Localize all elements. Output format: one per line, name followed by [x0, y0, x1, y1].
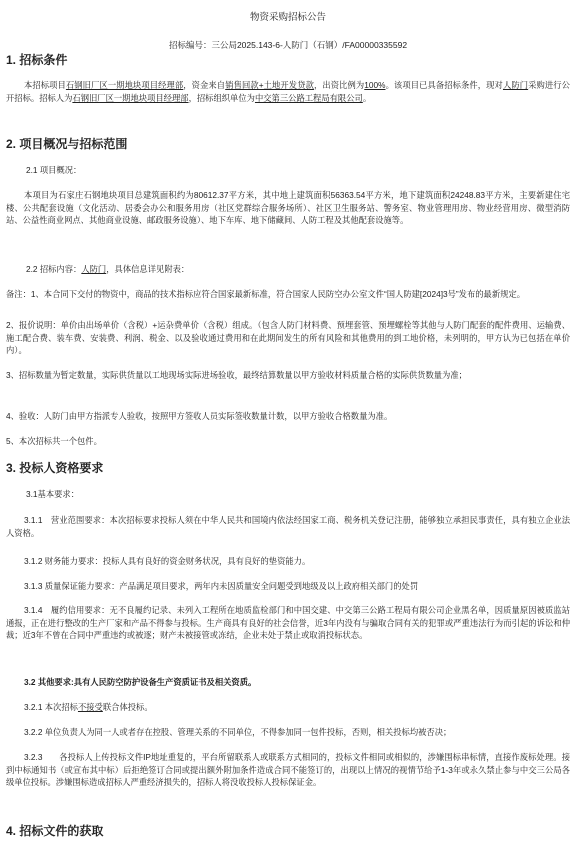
document-title: 物资采购招标公告	[249, 12, 326, 23]
requirement-3-1-3: 3.1.3 质量保证能力要求：产品满足项目要求，两年内未因质量安全问题受到地级及以上政府相关部门的处罚	[24, 581, 419, 591]
requirement-3-2-1: 3.2.1 本次招标不接受联合体投标。	[24, 702, 153, 712]
note-5: 5、本次招标共一个包件。	[6, 436, 102, 446]
section-4-heading: 4. 招标文件的获取	[6, 824, 104, 838]
section-1-paragraph: 本招标项目石钢旧厂区一期地块项目经理部，资金来自销售回款+土地开发贷款，出资比例为100%。该项目已具备招标条件，现对人防门采购进行公开招标。招标人为石钢旧厂区一期地块项目经理部，招标组织单位为中交第三公路工程局有限公司。	[6, 80, 570, 103]
requirement-3-2-2: 3.2.2 单位负责人为同一人或者存在控股、管理关系的不同单位，不得参加同一包件投标，否则，相关投标均被否决；	[24, 727, 452, 737]
requirement-3-2: 3.2 其他要求:具有人民防空防护设备生产资质证书及相关资质。	[24, 677, 257, 687]
requirement-3-1-4: 3.1.4 履约信用要求：无不良履约记录、未列入工程所在地质监检部门和中国交建、中交第三公路工程局有限公司企业黑名单，因质量原因被质监站通报，正在进行整改的生产厂家和产品不得参与投标。生产商具有良好的社会信誉，近3年内没有与骗取合同有关的犯罪或严重违法行为而引起的诉讼和仲裁；近3年不曾在合同中严重违约或被逐；财产未被接管或冻结，企业未处于禁止或取消投标状态。	[6, 605, 570, 641]
note-2: 2、报价说明：单价由出场单价（含税）+运杂费单价（含税）组成。（包含人防门材料费、预埋套管、预埋螺栓等其他与人防门配套的配件费用、运输费、施工配合费、装车费、安装费、利润、税金、以及验收通过费用和在此期间发生的所有风险和其他费用的到工地价格，未列明的，甲方认为已包括在单价内）。	[6, 320, 570, 356]
requirement-3-1-2: 3.1.2 财务能力要求：投标人具有良好的资金财务状况，具有良好的垫资能力。	[24, 556, 311, 566]
note-3: 3、招标数量为暂定数量，实际供货量以工地现场实际进场验收，最终结算数量以甲方验收材料质量合格的实际供货数量为准；	[6, 370, 467, 380]
requirement-3-1-1: 3.1.1 营业范围要求：本次招标要求投标人须在中华人民共和国境内依法经国家工商、税务机关登记注册，能够独立承担民事责任，具有独立企业法人资格。	[6, 515, 570, 538]
section-1-heading: 1. 招标条件	[6, 53, 68, 67]
note-4: 4、验收：人防门由甲方指派专人验收，按照甲方签收人员实际签收数量计数，以甲方验收合格数量为准。	[6, 411, 393, 421]
section-3-1-label: 3.1基本要求：	[26, 489, 80, 499]
tender-number-label: 招标编号：	[168, 40, 212, 50]
tender-number	[6, 39, 570, 52]
project-overview: 本项目为石家庄石钢地块项目总建筑面积约为80612.37平方米，其中地上建筑面积56363.54平方米，地下建筑面积24248.83平方米，主要新建住宅楼、公共配套设施（文化活动、居委会办公和服务用房（社区党群综合服务场所）、社区卫生服务站、警务室、物业管理用房、物业经营用房、微型消防站、公益性商业网点、其他商业设施、邮政服务设施）、地下车库、地下储藏间、人防工程及其他配套设施等。	[6, 190, 570, 226]
section-2-heading: 2. 项目概况与招标范围	[6, 137, 128, 151]
section-2-2-label: 2.2 招标内容：人防门，具体信息详见附表：	[26, 264, 190, 274]
note-1: 备注：1、本合同下交付的物资中，商品的技术指标应符合国家最新标准，符合国家人民防空办公室文件“国人防建[2024]3号”发布的最新规定。	[6, 289, 526, 299]
section-3-heading: 3. 投标人资格要求	[6, 461, 104, 475]
section-2-1-label: 2.1 项目概况：	[26, 165, 82, 175]
tender-number-value: 三公局2025.143-6-人防门（石钢）/FA00000335592	[211, 40, 408, 50]
requirement-3-2-3: 3.2.3 各投标人上传投标文件IP地址重复的，平台所留联系人或联系方式相同的，投标文件相同或相似的，涉嫌围标串标情，直接作废标处理。接到中标通知书（或宣布其中标）后拒绝签订合同或提出额外附加条件造成合同不能签订的，出现以上情况的视情节给予1-3年或永久禁止参与中交三公局各级单位投标。涉嫌围标造成招标人严重经济损失的，招标人将没收投标人投标保证金。	[6, 752, 570, 788]
